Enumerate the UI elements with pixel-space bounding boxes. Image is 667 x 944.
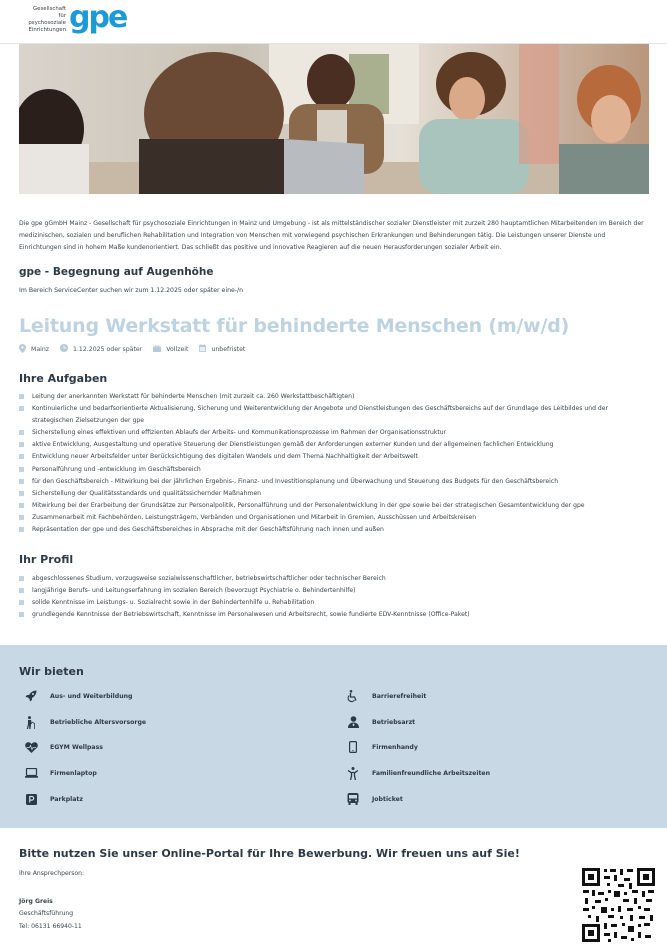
offer-item xyxy=(346,689,426,703)
family-icon xyxy=(346,766,360,780)
contact-name: Jörg Greis xyxy=(19,898,53,905)
heartbeat-icon xyxy=(24,740,38,754)
laptop-icon xyxy=(24,766,38,780)
tasks-heading: Ihre Aufgaben xyxy=(19,372,108,385)
offer-item xyxy=(346,740,418,754)
logo[interactable]: gpe xyxy=(69,0,127,35)
contact-label: Ihre Ansprechperson: xyxy=(19,870,85,877)
list-item: Mitwirkung bei der Erarbeitung der Grundsätze zur Personalpolitik, Personalführung und der Personalentwicklung in der gpe sowie bei der strategischen Gesamtentwicklung der gpe xyxy=(19,500,647,512)
list-item: für den Geschäftsbereich - Mitwirkung bei der jährlichen Ergebnis-, Finanz- und Investitionsplanung und Überwachung und Steuerung des Budgets für den Geschäftsbereich xyxy=(19,476,647,488)
list-item: Zusammenarbeit mit Fachbehörden, Leistungsträgern, Verbänden und Organisationen und Mitarbeit in Gremien, Ausschüssen und Arbeitskreisen xyxy=(19,512,647,524)
offer-item xyxy=(346,792,403,806)
location-text: Mainz xyxy=(31,345,50,353)
offer-label: EGYM Wellpass xyxy=(50,743,103,751)
map-pin-icon xyxy=(19,344,26,355)
offer-item xyxy=(24,740,103,754)
clock-icon xyxy=(60,344,68,354)
list-item: Personalführung und -entwicklung im Geschäftsbereich xyxy=(19,464,647,476)
list-item: grundlegende Kenntnisse der Betriebswirtschaft, Kenntnisse im Personalwesen und Arbeitsrecht, sowie fundierte EDV-Kenntnisse (Office-Paket) xyxy=(19,609,647,621)
list-item: aktive Entwicklung, Ausgestaltung und operative Steuerung der Dienstleistungen gemäß der Anforderungen externer Kunden und der allgemeinen fachlichen Entwicklung xyxy=(19,439,647,451)
offer-label: Parkplatz xyxy=(50,795,83,803)
hero-photo xyxy=(19,44,649,194)
list-item: langjährige Berufs- und Leitungserfahrung im sozialen Bereich (bevorzugt Psychiatrie o. Behindertenhilfe) xyxy=(19,585,647,597)
offer-item xyxy=(24,715,146,729)
list-item: Sicherstellung der Qualitätsstandards und qualitätssichernder Maßnahmen xyxy=(19,488,647,500)
list-item: Entwicklung neuer Arbeitsfelder unter Berücksichtigung des digitalen Wandels und dem Thema Nachhaltigkeit der Arbeitswelt xyxy=(19,451,647,463)
list-item: Kontinuierliche und bedarfsorientierte Aktualisierung, Sicherung und Weiterentwicklung der Angebote und Dienstleistungen des Geschäftsbereichs auf der Grundlage des Leitbildes und der strategischen Zielsetzungen der gpe xyxy=(19,403,647,427)
header xyxy=(0,0,667,44)
offers-section xyxy=(0,645,667,828)
contract-text: unbefristet xyxy=(211,345,246,353)
offer-item xyxy=(346,766,490,780)
company-intro: Die gpe gGmbH Mainz - Gesellschaft für psychosoziale Einrichtungen in Mainz und Umgebung - ist als mittelständischer sozialer Dienstleister mit zurzeit 280 hauptamtlichen Mitarbeitenden im Bereich der medizinischen, sozialen und beruflichen Rehabilitation und Integration von Menschen mit vorwiegend psychischen Erkrankungen und Behinderungen tätig. Die Leistungen unserer Dienste und Einrichtungen sind in hohem Maße kundenorientiert. Das schließt das positive und innovative Reagieren auf die neuen Herausforderungen sozialer Arbeit ein. xyxy=(19,220,644,252)
offer-label: Betriebsarzt xyxy=(372,718,416,726)
offer-label: Barrierefreiheit xyxy=(372,692,427,700)
offer-label: Aus- und Weiterbildung xyxy=(50,692,133,700)
motto-heading: gpe - Begegnung auf Augenhöhe xyxy=(19,266,214,278)
start-text: 1.12.2025 oder später xyxy=(73,345,143,353)
bus-icon xyxy=(346,792,360,806)
team-meeting-photo xyxy=(19,44,649,194)
logo-line-1: Gesellschaft xyxy=(32,6,66,12)
meta-start xyxy=(60,344,142,354)
logo-line-2: für psychosoziale xyxy=(28,13,66,26)
job-meta xyxy=(19,343,256,355)
offer-label: Firmenhandy xyxy=(372,743,418,751)
rocket-icon xyxy=(24,689,38,703)
offer-label: Betriebliche Altersvorsorge xyxy=(50,718,147,726)
offer-label: Familienfreundliche Arbeitszeiten xyxy=(372,769,490,777)
mobile-phone-icon xyxy=(346,740,360,754)
profile-list xyxy=(19,573,647,621)
list-item: Repräsentation der gpe und des Geschäftsbereiches in Absprache mit der Geschäftsführung nach innen und außen xyxy=(19,524,647,536)
offer-item xyxy=(24,792,83,806)
qr-code-graphic xyxy=(580,866,657,944)
briefcase-icon xyxy=(153,345,161,354)
logo-subtitle xyxy=(20,6,66,34)
offer-item xyxy=(24,766,97,780)
doctor-icon xyxy=(346,715,360,729)
contact-role: Geschäftsführung xyxy=(19,910,74,917)
offer-item xyxy=(24,689,132,703)
meta-contract xyxy=(199,344,245,354)
elderly-person-icon xyxy=(24,715,38,729)
meta-location xyxy=(19,344,49,355)
search-line: Im Bereich ServiceCenter suchen wir zum 1.12.2025 oder später eine-/n xyxy=(19,287,244,294)
calendar-icon xyxy=(199,344,206,354)
apply-call-to-action: Bitte nutzen Sie unser Online-Portal für Ihre Bewerbung. Wir freuen uns auf Sie! xyxy=(19,847,520,860)
qr-code[interactable] xyxy=(580,866,657,944)
wheelchair-icon xyxy=(346,689,360,703)
meta-hours xyxy=(153,345,188,354)
contact-phone[interactable]: Tel: 06131 66940-11 xyxy=(19,923,82,930)
list-item: Leitung der anerkannten Werkstatt für behinderte Menschen (mit zurzeit ca. 260 Werkstattbeschäftigten) xyxy=(19,391,647,403)
offer-label: Jobticket xyxy=(372,795,403,803)
parking-icon xyxy=(24,792,38,806)
job-title: Leitung Werkstatt für behinderte Menschen (m/w/d) xyxy=(19,315,570,337)
offer-label: Firmenlaptop xyxy=(50,769,97,777)
list-item: abgeschlossenes Studium, vorzugsweise sozialwissenschaftlicher, betriebswirtschaftlicher oder technischer Bereich xyxy=(19,573,647,585)
offer-item xyxy=(346,715,415,729)
hours-text: Vollzeit xyxy=(166,345,189,353)
offers-heading: Wir bieten xyxy=(19,665,84,678)
list-item: Sicherstellung eines effektiven und effizienten Ablaufs der Arbeits- und Kommunikationsprozesse im Rahmen der Organisationsstruktur xyxy=(19,427,647,439)
tasks-list xyxy=(19,391,647,536)
logo-line-3: Einrichtungen xyxy=(28,27,66,33)
list-item: solide Kenntnisse im Leistungs- u. Sozialrecht sowie in der Behindertenhilfe u. Rehabilitation xyxy=(19,597,647,609)
profile-heading: Ihr Profil xyxy=(19,553,74,566)
